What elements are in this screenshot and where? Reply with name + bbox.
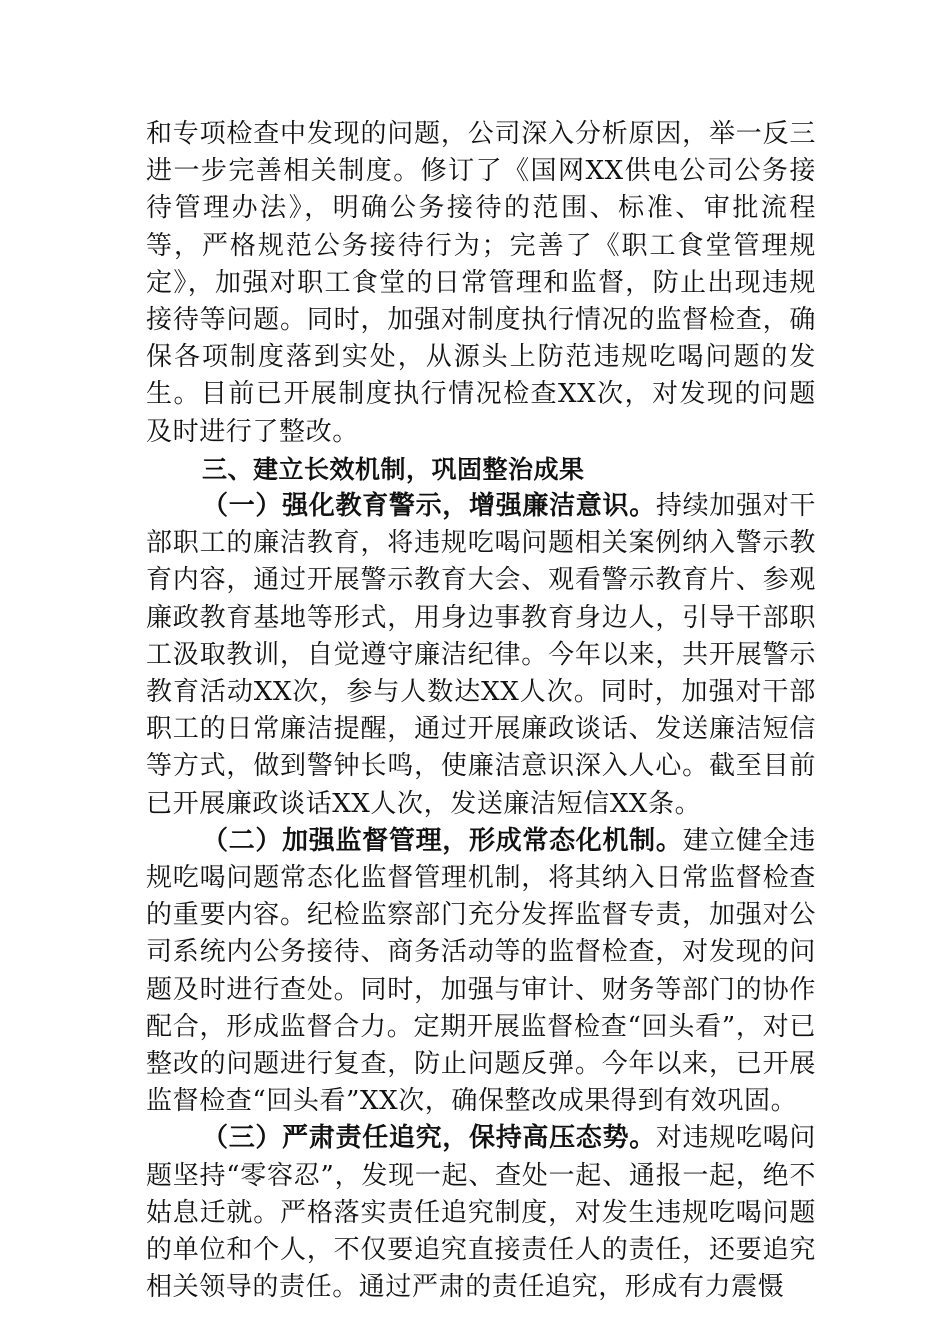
subheading-2: （二）加强监督管理，形成常态化机制。 (202, 825, 683, 856)
paragraph-body-3: 对违规吃喝问题坚持“零容忍”，发现一起、查处一起、通报一起，绝不姑息迁就。严格落实责任追究制度，对发生违规吃喝问题的单位和个人，不仅要追究直接责任人的责任，还要追究相关领导的责任。通过严肃的责任追究，形成有力震慑 (146, 1123, 816, 1303)
subheading-3: （三）严肃责任追究，保持高压态势。 (202, 1123, 656, 1154)
document-body (146, 116, 816, 1307)
paragraph-body-2: 建立健全违规吃喝问题常态化监督管理机制，将其纳入日常监督检查的重要内容。纪检监察部门充分发挥监督专责，加强对公司系统内公务接待、商务活动等的监督检查，对发现的问题及时进行查处。同时，加强与审计、财务等部门的协作配合，形成监督合力。定期开展监督检查“回头看”，对已整改的问题进行复查，防止问题反弹。今年以来，已开展监督检查“回头看”XX次，确保整改成果得到有效巩固。 (146, 825, 816, 1117)
paragraph-education-warning (146, 488, 816, 823)
paragraph-supervision (146, 823, 816, 1121)
paragraph-system-improvement: 和专项检查中发现的问题，公司深入分析原因，举一反三进一步完善相关制度。修订了《国网XX供电公司公务接待管理办法》，明确公务接待的范围、标准、审批流程等，严格规范公务接待行为；完善了《职工食堂管理规定》，加强对职工食堂的日常管理和监督，防止出现违规接待等问题。同时，加强对制度执行情况的监督检查，确保各项制度落到实处，从源头上防范违规吃喝问题的发生。目前已开展制度执行情况检查XX次，对发现的问题及时进行了整改。 (146, 119, 816, 447)
paragraph-body-1: 持续加强对干部职工的廉洁教育，将违规吃喝问题相关案例纳入警示教育内容，通过开展警示教育大会、观看警示教育片、参观廉政教育基地等形式，用身边事教育身边人，引导干部职工汲取教训，自觉遵守廉洁纪律。今年以来，共开展警示教育活动XX次，参与人数达XX人次。同时，加强对干部职工的日常廉洁提醒，通过开展廉政谈话、发送廉洁短信等方式，做到警钟长鸣，使廉洁意识深入人心。截至目前已开展廉政谈话XX人次，发送廉洁短信XX条。 (146, 491, 816, 819)
section-heading-3: 三、建立长效机制，巩固整治成果 (202, 454, 585, 484)
paragraph-accountability (146, 1120, 816, 1306)
subheading-1: （一）强化教育警示，增强廉洁意识。 (202, 491, 656, 522)
